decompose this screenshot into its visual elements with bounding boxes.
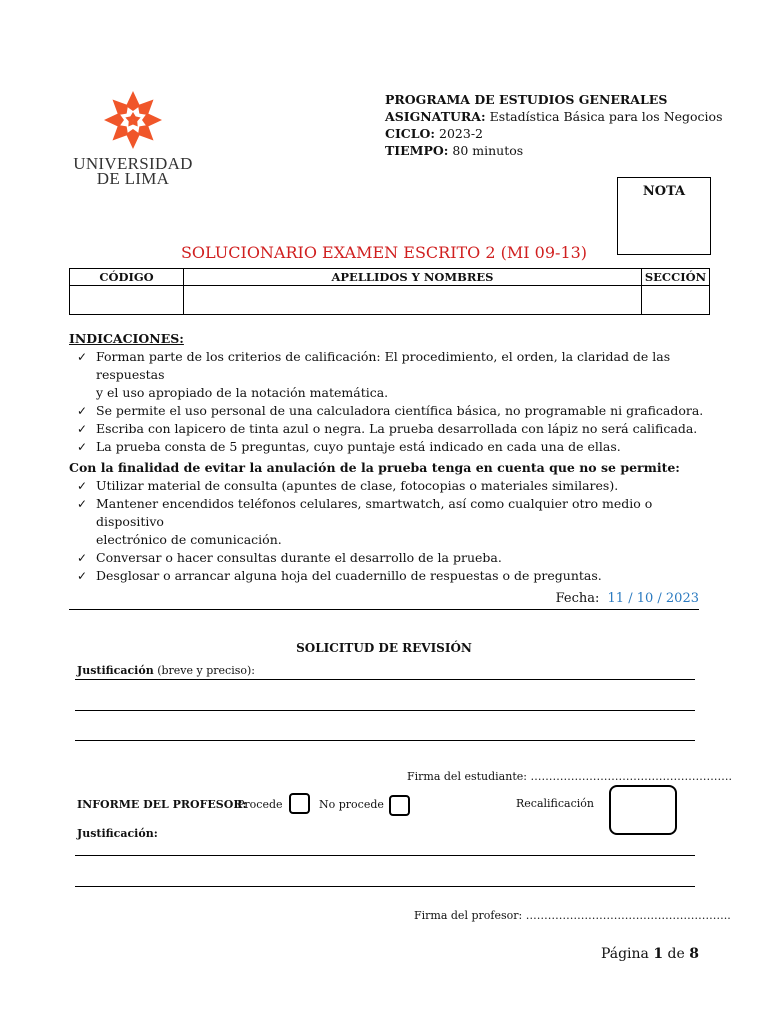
col-name-header: APELLIDOS Y NOMBRES xyxy=(184,269,642,286)
page-number: Página 1 de 8 xyxy=(600,946,699,962)
indications-heading: INDICACIONES: xyxy=(69,331,184,346)
professor-signature: Firma del profesor: ……………………………………………….. xyxy=(414,909,731,922)
justification-line[interactable] xyxy=(75,855,695,856)
check-icon: ✓ xyxy=(77,551,88,565)
list-item: ✓ Se permite el uso personal de una calculadora científica básica, no programable ni graficadora. xyxy=(77,403,704,418)
student-signature: Firma del estudiante: ………………………………………………. xyxy=(407,770,732,783)
list-item: ✓ La prueba consta de 5 preguntas, cuyo puntaje está indicado en cada una de ellas. xyxy=(77,439,621,454)
subject-value: Estadística Básica para los Negocios xyxy=(485,109,723,124)
procede-label: Procede xyxy=(237,798,283,811)
logo-line-2: DE LIMA xyxy=(96,169,170,188)
check-icon: ✓ xyxy=(77,440,88,454)
no-procede-label: No procede xyxy=(319,798,384,811)
logo-line-1: UNIVERSIDAD xyxy=(73,154,193,173)
check-icon: ✓ xyxy=(77,404,88,418)
list-item: ✓ Utilizar material de consulta (apuntes de clase, fotocopias o materiales similares). xyxy=(77,478,619,493)
divider xyxy=(69,609,699,610)
star-flower-icon xyxy=(70,88,196,156)
list-item: electrónico de comunicación. xyxy=(96,532,282,547)
program-name: PROGRAMA DE ESTUDIOS GENERALES xyxy=(385,92,668,107)
cycle-label: CICLO: xyxy=(385,126,436,141)
justification-line[interactable] xyxy=(75,710,695,711)
procede-checkbox[interactable] xyxy=(289,793,310,814)
justification-label: Justificación (breve y preciso): xyxy=(77,664,255,677)
grade-label: NOTA xyxy=(642,184,686,199)
section-cell[interactable] xyxy=(642,286,710,315)
recalificacion-box[interactable] xyxy=(609,785,677,835)
justification-line[interactable] xyxy=(75,886,695,887)
restrictions-section xyxy=(69,460,709,585)
subject-label: ASIGNATURA: xyxy=(385,109,486,124)
exam-date xyxy=(556,591,699,606)
restrictions-heading: Con la finalidad de evitar la anulación de la prueba tenga en cuenta que no se permite: xyxy=(69,460,680,475)
list-item: ✓ Conversar o hacer consultas durante el desarrollo de la prueba. xyxy=(77,550,502,565)
revision-title: SOLICITUD DE REVISIÓN xyxy=(296,641,472,655)
university-logo xyxy=(70,88,196,186)
justification-line[interactable] xyxy=(75,740,695,741)
name-cell[interactable] xyxy=(184,286,642,315)
course-header xyxy=(385,91,723,159)
justification2-label: Justificación: xyxy=(77,827,158,840)
col-code-header: CÓDIGO xyxy=(70,269,184,286)
student-id-table xyxy=(69,268,710,315)
check-icon: ✓ xyxy=(77,350,88,364)
list-item: ✓ Forman parte de los criterios de calificación: El procedimiento, el orden, la claridad de las respuestas xyxy=(77,349,671,382)
no-procede-checkbox[interactable] xyxy=(389,795,410,816)
col-section-header: SECCIÓN xyxy=(642,269,710,286)
recalificacion-label: Recalificación xyxy=(516,797,594,810)
indications-section xyxy=(69,331,709,456)
list-item: ✓ Escriba con lapicero de tinta azul o negra. La prueba desarrollada con lápiz no será calificada. xyxy=(77,421,698,436)
check-icon: ✓ xyxy=(77,479,88,493)
justification-line[interactable] xyxy=(75,679,695,680)
list-item: y el uso apropiado de la notación matemática. xyxy=(96,385,389,400)
exam-title: SOLUCIONARIO EXAMEN ESCRITO 2 (MI 09-13) xyxy=(180,243,588,262)
date-label: Fecha: xyxy=(555,591,600,606)
time-value: 80 minutos xyxy=(448,143,524,158)
time-label: TIEMPO: xyxy=(385,143,449,158)
check-icon: ✓ xyxy=(77,497,88,511)
check-icon: ✓ xyxy=(77,569,88,583)
code-cell[interactable] xyxy=(70,286,184,315)
check-icon: ✓ xyxy=(77,422,88,436)
date-value: 11 / 10 / 2023 xyxy=(607,591,699,606)
cycle-value: 2023-2 xyxy=(435,126,484,141)
list-item: ✓ Mantener encendidos teléfonos celulares, smartwatch, así como cualquier otro medio o dispositivo xyxy=(77,496,653,529)
list-item: ✓ Desglosar o arrancar alguna hoja del cuadernillo de respuestas o de preguntas. xyxy=(77,568,602,583)
professor-report-label: INFORME DEL PROFESOR: xyxy=(77,798,247,811)
